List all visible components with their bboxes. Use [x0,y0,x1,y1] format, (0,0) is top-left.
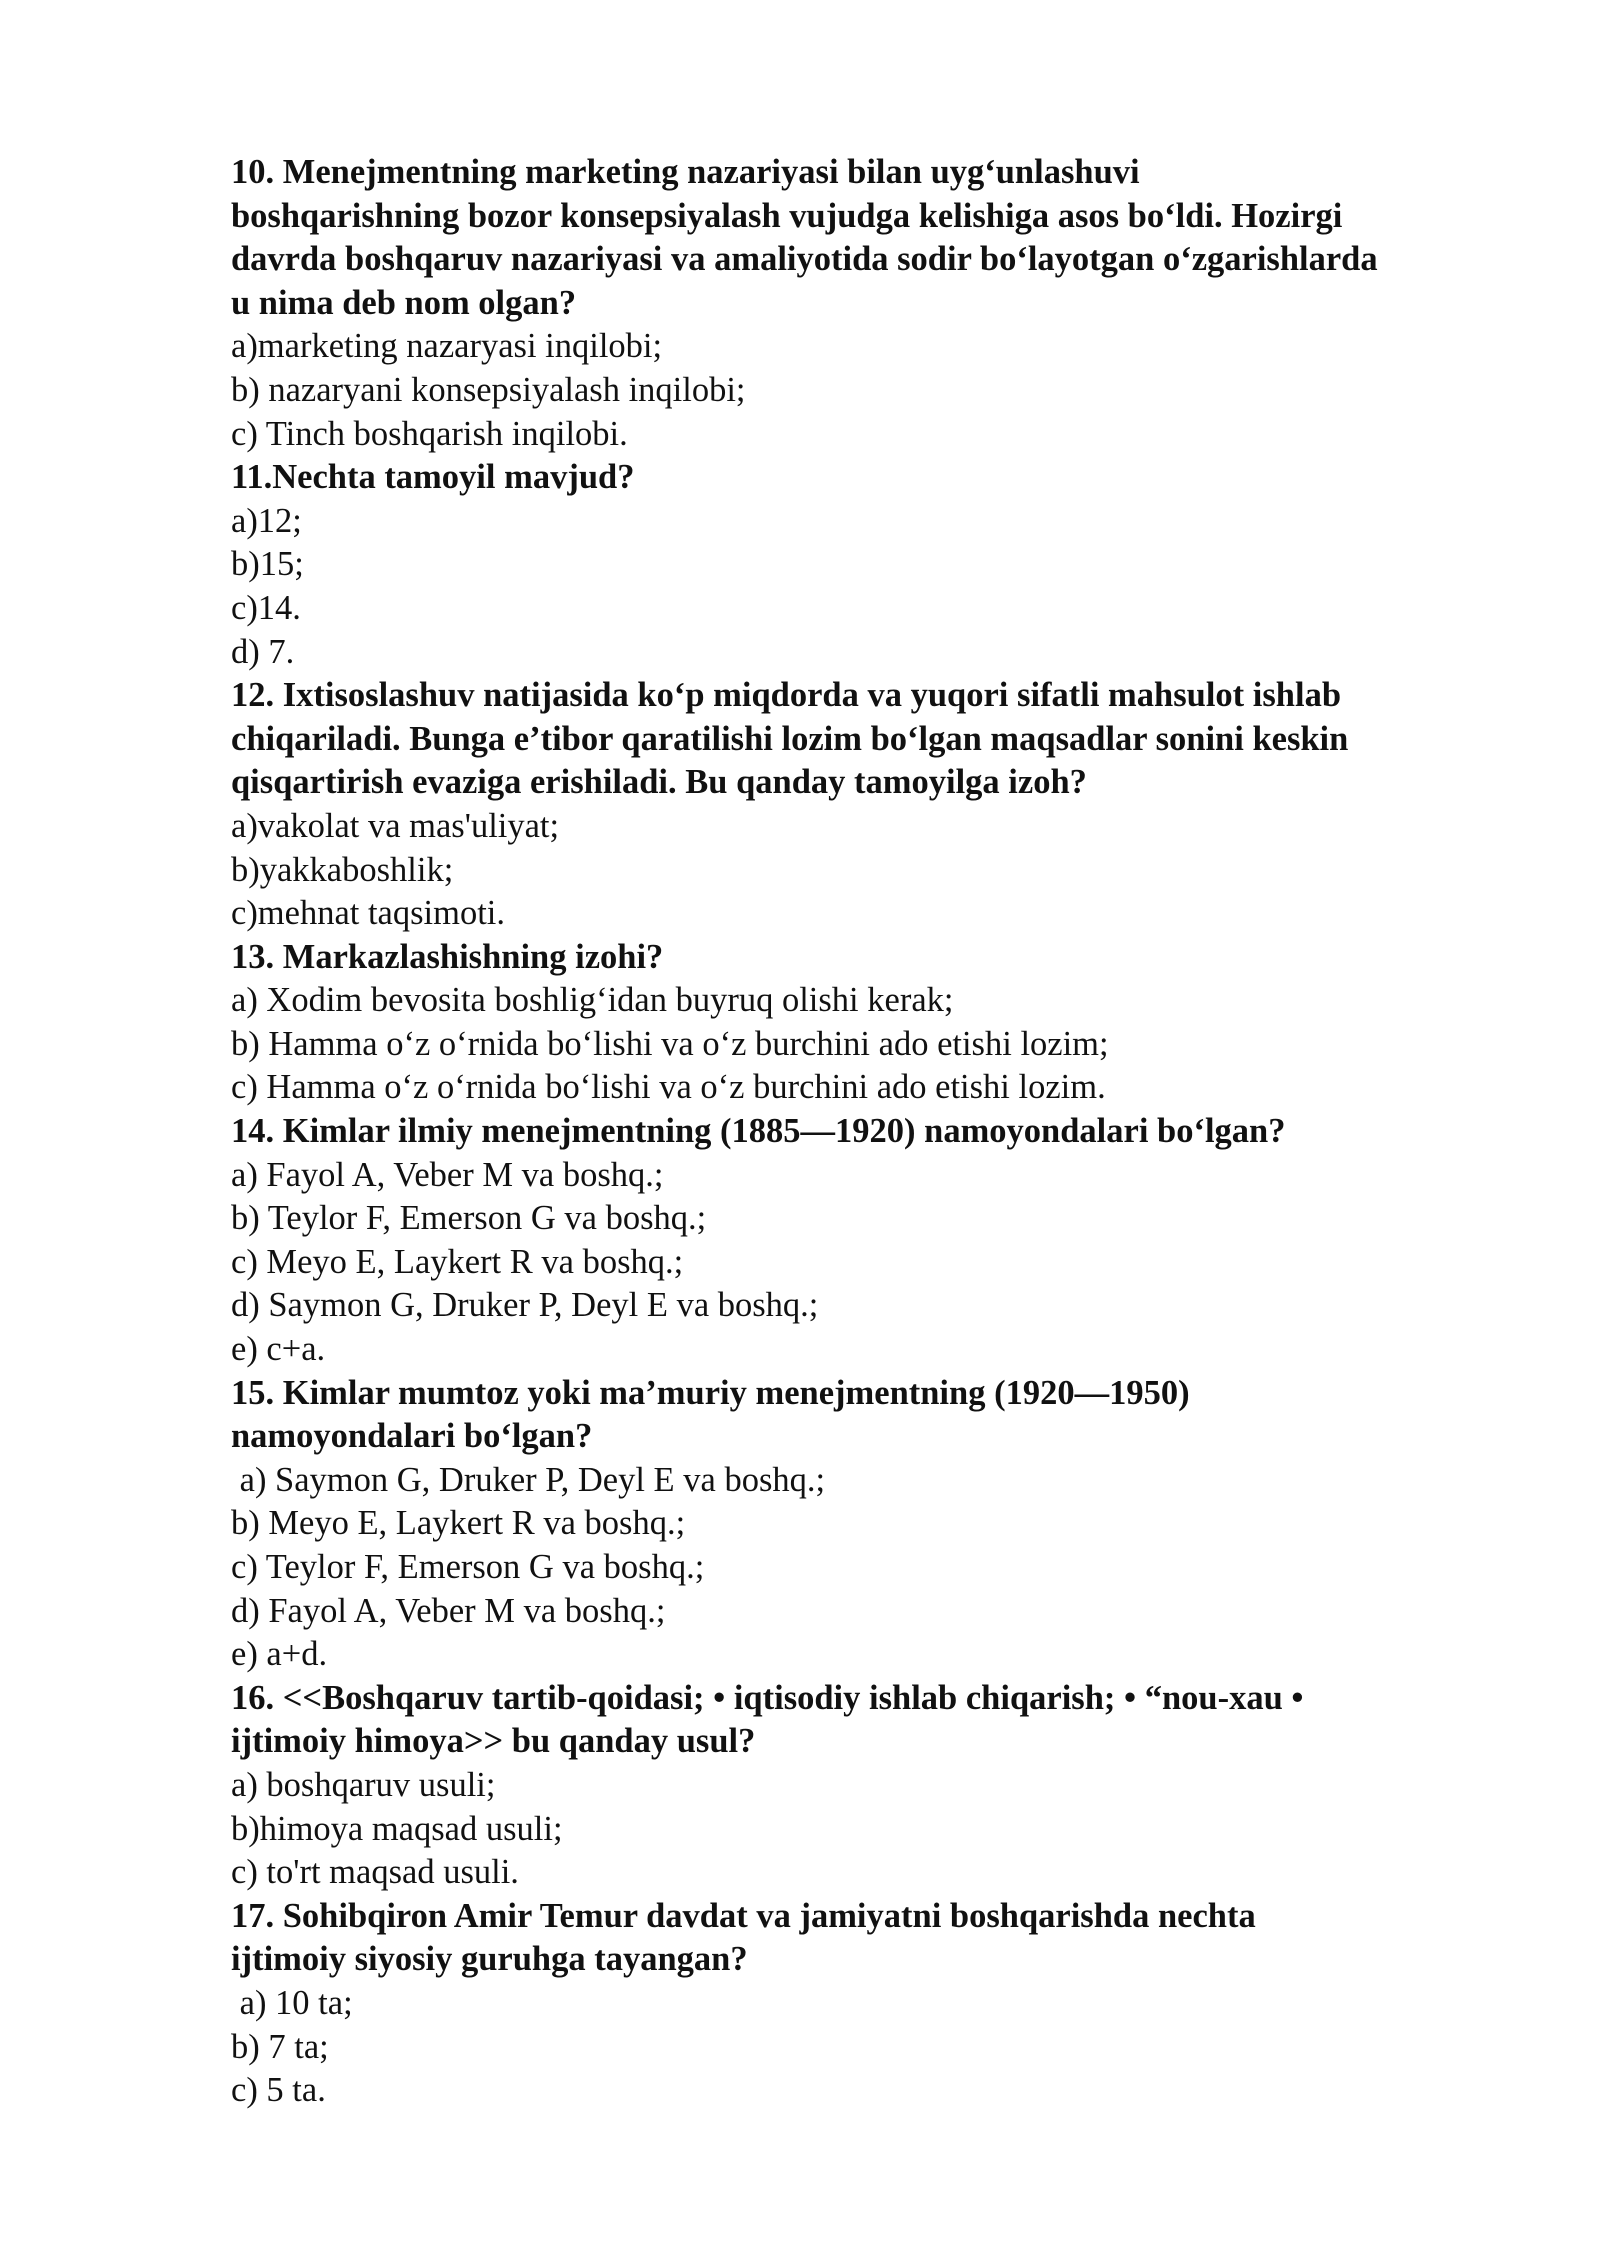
answer-option: c) Teylor F, Emerson G va boshq.; [231,1548,705,1586]
answer-option: a) 10 ta; [231,1983,353,2022]
answer-option: d) Fayol A, Veber M va boshq.; [231,1591,666,1630]
question-16 [231,1677,1531,1895]
question-text-line: qisqartirish evaziga erishiladi. Bu qanday tamoyilga izoh? [231,763,1087,802]
question-text-line: boshqarishning bozor konsepsiyalash vujudga kelishiga asos bo‘ldi. Hozirgi [231,196,1343,235]
question-text-line: 17. Sohibqiron Amir Temur davdat va jamiyatni boshqarishda nechta [231,1896,1256,1935]
question-text-line: 11.Nechta tamoyil mavjud? [231,458,635,497]
answer-option: b) Meyo E, Laykert R va boshq.; [231,1504,686,1543]
answer-option: b)himoya maqsad usuli; [231,1809,563,1848]
answer-option: a) Saymon G, Druker P, Deyl E va boshq.; [231,1460,826,1499]
question-text-line: 13. Markazlashishning izohi? [231,937,664,976]
question-text-line: 12. Ixtisoslashuv natijasida ko‘p miqdorda va yuqori sifatli mahsulot ishlab [231,676,1342,715]
answer-option: b) 7 ta; [231,2027,329,2066]
answer-option: c) to'rt maqsad usuli. [231,1853,519,1892]
question-17 [231,1895,1531,2113]
answer-option: c) Tinch boshqarish inqilobi. [231,414,628,453]
answer-option: b) nazaryani konsepsiyalash inqilobi; [231,370,746,409]
answer-option: c)14. [231,588,301,627]
question-text-line: 16. <<Boshqaruv tartib-qoidasi; • iqtisodiy ishlab chiqarish; • “nou-xau • [231,1678,1304,1717]
answer-option: e) a+d. [231,1635,328,1674]
answer-option: a) Fayol A, Veber M va boshq.; [231,1155,664,1194]
answer-option: b)15; [231,545,304,584]
answer-option: d) Saymon G, Druker P, Deyl E va boshq.; [231,1286,819,1325]
question-15 [231,1372,1531,1677]
question-12 [231,674,1531,936]
answer-option: c) Meyo E, Laykert R va boshq.; [231,1242,684,1281]
question-14 [231,1110,1531,1372]
question-text-line: ijtimoiy siyosiy guruhga tayangan? [231,1940,748,1979]
answer-option: c) Hamma o‘z o‘rnida bo‘lishi va o‘z burchini ado etishi lozim. [231,1068,1106,1107]
question-text-line: u nima deb nom olgan? [231,283,577,322]
answer-option: d) 7. [231,632,295,671]
answer-option: a)12; [231,501,302,540]
answer-option: e) c+a. [231,1330,326,1369]
answer-option: a) boshqaruv usuli; [231,1765,496,1804]
answer-option: b) Hamma o‘z o‘rnida bo‘lishi va o‘z burchini ado etishi lozim; [231,1024,1109,1063]
question-text-line: ijtimoiy himoya>> bu qanday usul? [231,1722,756,1761]
question-text-line: davrda boshqaruv nazariyasi va amaliyotida sodir bo‘layotgan o‘zgarishlarda [231,240,1378,279]
answer-option: c) 5 ta. [231,2071,326,2110]
question-text-line: 15. Kimlar mumtoz yoki ma’muriy menejmentning (1920—1950) [231,1373,1190,1412]
answer-option: a)vakolat va mas'uliyat; [231,806,560,845]
question-text-line: 14. Kimlar ilmiy menejmentning (1885—1920) namoyondalari bo‘lgan? [231,1112,1286,1151]
answer-option: c)mehnat taqsimoti. [231,894,506,933]
document-page [231,151,1531,2113]
question-text-line: namoyondalari bo‘lgan? [231,1417,593,1456]
question-text-line: chiqariladi. Bunga e’tibor qaratilishi lozim bo‘lgan maqsadlar sonini keskin [231,719,1349,758]
question-10 [231,151,1531,456]
answer-option: b) Teylor F, Emerson G va boshq.; [231,1199,707,1238]
answer-option: a) Xodim bevosita boshlig‘idan buyruq olishi kerak; [231,981,954,1020]
question-13 [231,936,1531,1110]
answer-option: a)marketing nazaryasi inqilobi; [231,327,663,366]
question-text-line: 10. Menejmentning marketing nazariyasi bilan uyg‘unlashuvi [231,153,1140,191]
question-11 [231,456,1531,674]
answer-option: b)yakkaboshlik; [231,850,454,889]
